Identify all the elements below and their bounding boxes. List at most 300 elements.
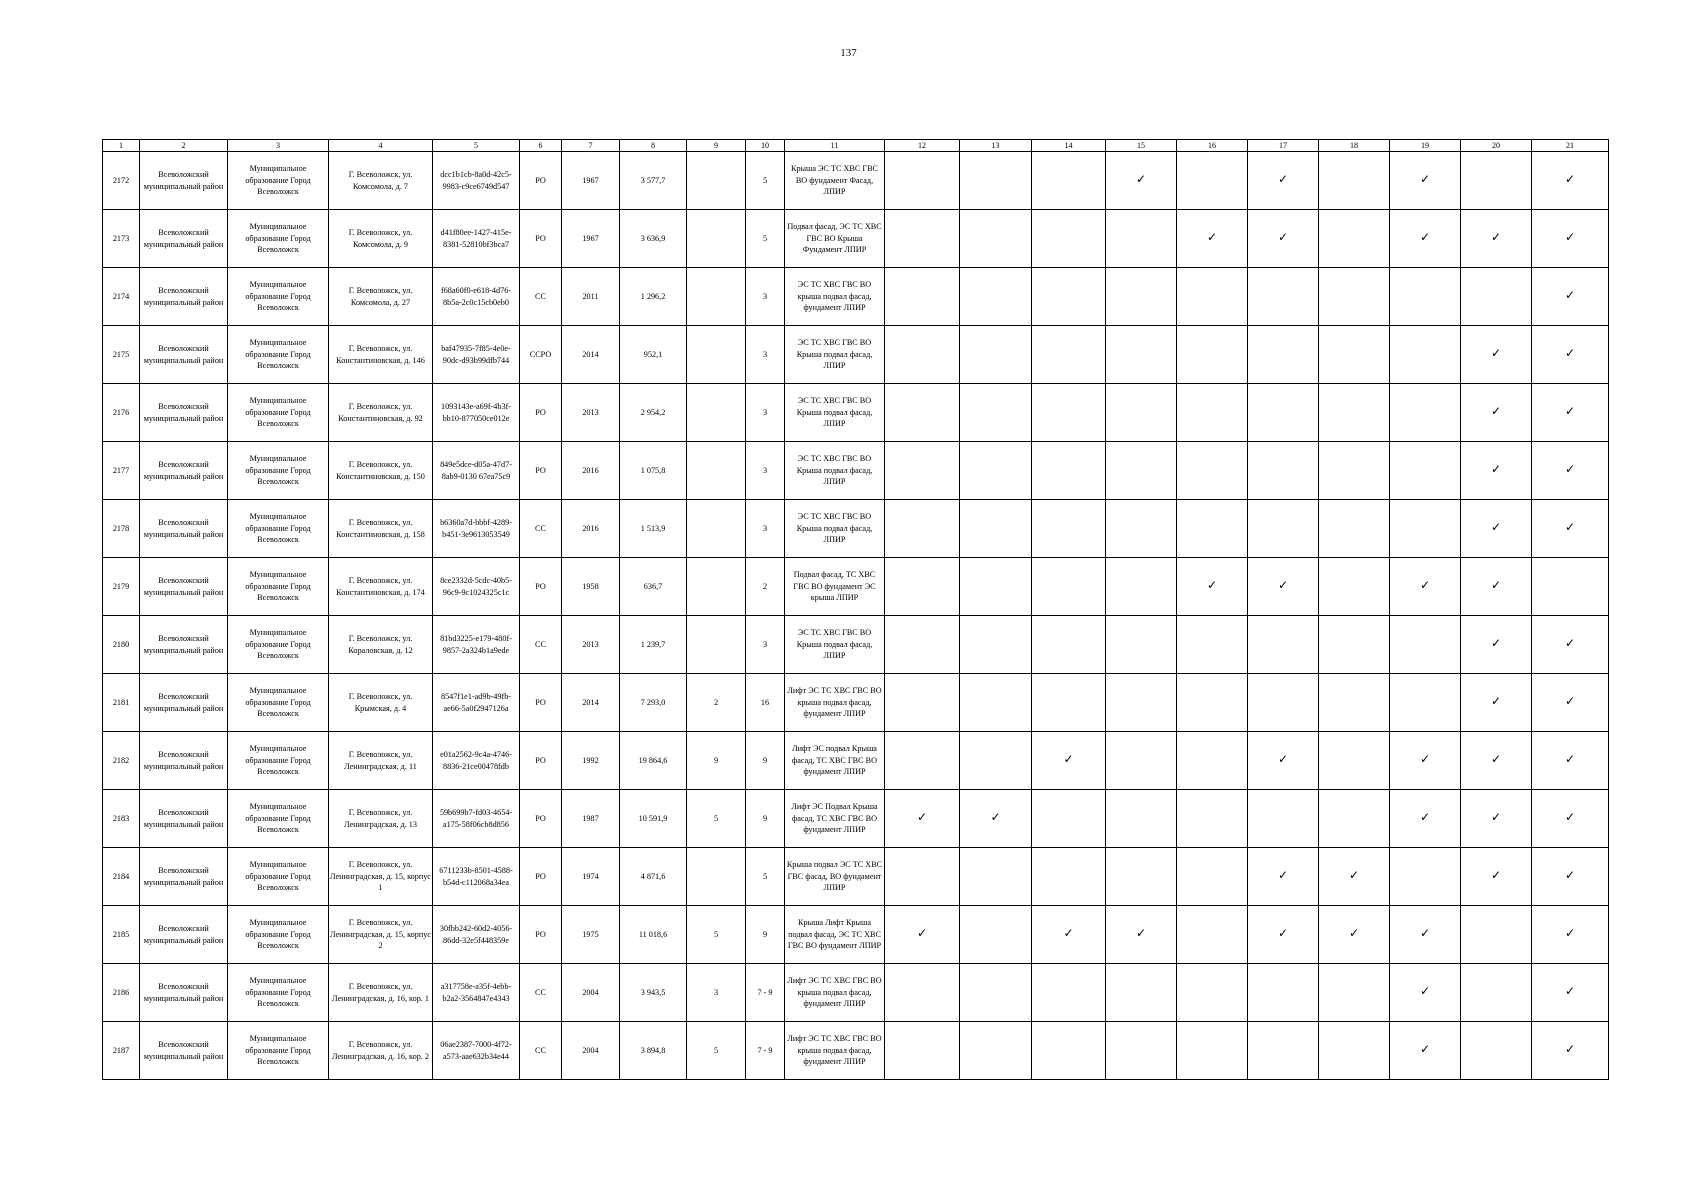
table-row xyxy=(103,268,1609,326)
municipality-cell: Муниципальное образование Город Всеволожск xyxy=(228,848,329,906)
work-column-16-cell xyxy=(1177,848,1248,906)
work-column-17-cell xyxy=(1248,674,1319,732)
floors-cell: 5 xyxy=(746,848,785,906)
work-column-18-cell xyxy=(1319,558,1390,616)
municipality-cell: Муниципальное образование Город Всеволожск xyxy=(228,268,329,326)
district-cell: Всеволожский муниципальный район xyxy=(140,848,228,906)
address-cell: Г. Всеволожск, ул. Ленинградская, д. 15, корпус 1 xyxy=(329,848,433,906)
column-number-header: 7 xyxy=(562,140,620,152)
checkmark-icon: ✓ xyxy=(1490,810,1502,825)
checkmark-icon: ✓ xyxy=(1564,868,1576,883)
row-number-cell: 2172 xyxy=(103,152,140,210)
works-list-cell: Крыша Лифт Крыша подвал фасад, ЭС ТС ХВС ГВС ВО фундамент ЛПИР xyxy=(785,906,885,964)
row-number-cell: 2181 xyxy=(103,674,140,732)
work-column-15-cell xyxy=(1106,384,1177,442)
work-column-17-cell xyxy=(1248,442,1319,500)
work-column-13-cell xyxy=(960,732,1032,790)
checkmark-icon: ✓ xyxy=(1564,636,1576,651)
address-cell: Г. Всеволожск, ул. Крымская, д. 4 xyxy=(329,674,433,732)
work-column-13-cell xyxy=(960,558,1032,616)
floors-cell: 3 xyxy=(746,326,785,384)
lift-count-cell xyxy=(687,384,746,442)
work-column-12-cell xyxy=(885,848,960,906)
checkmark-icon: ✓ xyxy=(1490,404,1502,419)
checkmark-icon: ✓ xyxy=(1419,172,1431,187)
work-column-17-cell xyxy=(1248,268,1319,326)
district-cell: Всеволожский муниципальный район xyxy=(140,790,228,848)
address-cell: Г. Всеволожск, ул. Ленинградская, д. 13 xyxy=(329,790,433,848)
municipality-cell: Муниципальное образование Город Всеволожск xyxy=(228,152,329,210)
work-column-17-cell xyxy=(1248,210,1319,268)
checkmark-icon: ✓ xyxy=(1419,752,1431,767)
table-row xyxy=(103,500,1609,558)
work-column-13-cell xyxy=(960,268,1032,326)
column-number-header: 6 xyxy=(520,140,562,152)
address-cell: Г. Всеволожск, ул. Константиновская, д. 150 xyxy=(329,442,433,500)
checkmark-icon: ✓ xyxy=(1348,868,1360,883)
checkmark-icon: ✓ xyxy=(1277,172,1289,187)
address-cell: Г. Всеволожск, ул. Константиновская, д. 92 xyxy=(329,384,433,442)
works-list-cell: Крыша подвал ЭС ТС ХВС ГВС фасад, ВО фундамент ЛПИР xyxy=(785,848,885,906)
district-cell: Всеволожский муниципальный район xyxy=(140,732,228,790)
work-column-21-cell xyxy=(1532,210,1609,268)
work-column-16-cell xyxy=(1177,790,1248,848)
work-column-16-cell xyxy=(1177,1022,1248,1080)
year-cell: 1975 xyxy=(562,906,620,964)
checkmark-icon: ✓ xyxy=(1419,926,1431,941)
work-column-15-cell xyxy=(1106,906,1177,964)
lift-count-cell xyxy=(687,616,746,674)
work-column-19-cell xyxy=(1390,384,1461,442)
checkmark-icon: ✓ xyxy=(1419,230,1431,245)
row-number-cell: 2174 xyxy=(103,268,140,326)
work-column-20-cell xyxy=(1461,442,1532,500)
work-column-13-cell xyxy=(960,326,1032,384)
year-cell: 2013 xyxy=(562,384,620,442)
address-cell: Г. Всеволожск, ул. Ленинградская, д. 15, корпус 2 xyxy=(329,906,433,964)
work-column-13-cell xyxy=(960,210,1032,268)
guid-cell: 8547f1e1-ad9b-49fb-ae66-5a0f2947126a xyxy=(433,674,520,732)
work-column-12-cell xyxy=(885,732,960,790)
work-column-12-cell xyxy=(885,268,960,326)
work-column-13-cell xyxy=(960,152,1032,210)
guid-cell: d41f80ee-1427-415e-8381-52810bf3bca7 xyxy=(433,210,520,268)
municipality-cell: Муниципальное образование Город Всеволожск xyxy=(228,384,329,442)
work-column-12-cell xyxy=(885,790,960,848)
year-cell: 2011 xyxy=(562,268,620,326)
work-column-14-cell xyxy=(1032,500,1106,558)
year-cell: 2014 xyxy=(562,326,620,384)
work-column-13-cell xyxy=(960,442,1032,500)
row-number-cell: 2182 xyxy=(103,732,140,790)
checkmark-icon: ✓ xyxy=(1490,346,1502,361)
column-number-header: 15 xyxy=(1106,140,1177,152)
work-column-21-cell xyxy=(1532,384,1609,442)
work-column-20-cell xyxy=(1461,384,1532,442)
checkmark-icon: ✓ xyxy=(1564,984,1576,999)
work-column-18-cell xyxy=(1319,442,1390,500)
work-column-17-cell xyxy=(1248,152,1319,210)
area-cell: 19 864,6 xyxy=(620,732,687,790)
year-cell: 1974 xyxy=(562,848,620,906)
work-column-14-cell xyxy=(1032,674,1106,732)
district-cell: Всеволожский муниципальный район xyxy=(140,442,228,500)
work-column-19-cell xyxy=(1390,1022,1461,1080)
guid-cell: baf47935-7f85-4e0e-90dc-d93b99dfb744 xyxy=(433,326,520,384)
municipality-cell: Муниципальное образование Город Всеволожск xyxy=(228,616,329,674)
work-column-19-cell xyxy=(1390,442,1461,500)
checkmark-icon: ✓ xyxy=(1490,752,1502,767)
work-column-15-cell xyxy=(1106,442,1177,500)
municipality-cell: Муниципальное образование Город Всеволожск xyxy=(228,558,329,616)
ownership-type-cell: СС xyxy=(520,1022,562,1080)
checkmark-icon: ✓ xyxy=(1564,346,1576,361)
checkmark-icon: ✓ xyxy=(1564,1042,1576,1057)
work-column-15-cell xyxy=(1106,848,1177,906)
address-cell: Г. Всеволожск, ул. Комсомола, д. 9 xyxy=(329,210,433,268)
year-cell: 1958 xyxy=(562,558,620,616)
lift-count-cell xyxy=(687,210,746,268)
ownership-type-cell: РО xyxy=(520,790,562,848)
table-row xyxy=(103,790,1609,848)
row-number-cell: 2179 xyxy=(103,558,140,616)
row-number-cell: 2175 xyxy=(103,326,140,384)
work-column-16-cell xyxy=(1177,674,1248,732)
work-column-21-cell xyxy=(1532,790,1609,848)
work-column-14-cell xyxy=(1032,790,1106,848)
floors-cell: 3 xyxy=(746,268,785,326)
address-cell: Г. Всеволожск, ул. Комсомола, д. 7 xyxy=(329,152,433,210)
ownership-type-cell: РО xyxy=(520,210,562,268)
year-cell: 2016 xyxy=(562,442,620,500)
checkmark-icon: ✓ xyxy=(916,810,928,825)
guid-cell: 1093143e-a69f-4b3f-bb10-877050ce012e xyxy=(433,384,520,442)
ownership-type-cell: СС xyxy=(520,500,562,558)
checkmark-icon: ✓ xyxy=(1564,462,1576,477)
table-row xyxy=(103,674,1609,732)
lift-count-cell xyxy=(687,848,746,906)
work-column-15-cell xyxy=(1106,790,1177,848)
work-column-20-cell xyxy=(1461,152,1532,210)
ownership-type-cell: РО xyxy=(520,848,562,906)
work-column-17-cell xyxy=(1248,964,1319,1022)
column-number-header: 13 xyxy=(960,140,1032,152)
work-column-17-cell xyxy=(1248,616,1319,674)
checkmark-icon: ✓ xyxy=(1277,230,1289,245)
column-number-header: 21 xyxy=(1532,140,1609,152)
work-column-20-cell xyxy=(1461,616,1532,674)
work-column-15-cell xyxy=(1106,558,1177,616)
works-list-cell: Подвал фасад, ЭС ТС ХВС ГВС ВО Крыша Фундамент ЛПИР xyxy=(785,210,885,268)
work-column-12-cell xyxy=(885,326,960,384)
work-column-18-cell xyxy=(1319,268,1390,326)
work-column-12-cell xyxy=(885,616,960,674)
table-row xyxy=(103,964,1609,1022)
work-column-15-cell xyxy=(1106,964,1177,1022)
checkmark-icon: ✓ xyxy=(1419,984,1431,999)
table-row xyxy=(103,152,1609,210)
column-number-header: 17 xyxy=(1248,140,1319,152)
floors-cell: 3 xyxy=(746,500,785,558)
column-number-header: 14 xyxy=(1032,140,1106,152)
works-list-cell: Лифт ЭС подвал Крыша фасад, ТС ХВС ГВС ВО фундамент ЛПИР xyxy=(785,732,885,790)
year-cell: 1992 xyxy=(562,732,620,790)
works-list-cell: ЭС ТС ХВС ГВС ВО Крыша подвал фасад, ЛПИР xyxy=(785,616,885,674)
checkmark-icon: ✓ xyxy=(1419,578,1431,593)
district-cell: Всеволожский муниципальный район xyxy=(140,674,228,732)
work-column-12-cell xyxy=(885,906,960,964)
floors-cell: 5 xyxy=(746,152,785,210)
column-number-header: 1 xyxy=(103,140,140,152)
lift-count-cell xyxy=(687,152,746,210)
area-cell: 636,7 xyxy=(620,558,687,616)
checkmark-icon: ✓ xyxy=(1564,926,1576,941)
column-number-header: 8 xyxy=(620,140,687,152)
area-cell: 3 577,7 xyxy=(620,152,687,210)
area-cell: 952,1 xyxy=(620,326,687,384)
ownership-type-cell: СС xyxy=(520,616,562,674)
guid-cell: e01a2562-9c4a-4746-8836-21ce00478fdb xyxy=(433,732,520,790)
column-number-header: 16 xyxy=(1177,140,1248,152)
work-column-19-cell xyxy=(1390,558,1461,616)
works-list-cell: Лифт ЭС Подвал Крыша фасад, ТС ХВС ГВС ВО фундамент ЛПИР xyxy=(785,790,885,848)
guid-cell: 06ae2387-7000-4f72-a573-aae632b34e44 xyxy=(433,1022,520,1080)
works-list-cell: ЭС ТС ХВС ГВС ВО Крыша подвал фасад, ЛПИР xyxy=(785,384,885,442)
work-column-16-cell xyxy=(1177,152,1248,210)
work-column-17-cell xyxy=(1248,1022,1319,1080)
work-column-14-cell xyxy=(1032,384,1106,442)
checkmark-icon: ✓ xyxy=(1348,926,1360,941)
ownership-type-cell: ССРО xyxy=(520,326,562,384)
area-cell: 1 513,9 xyxy=(620,500,687,558)
municipality-cell: Муниципальное образование Город Всеволожск xyxy=(228,674,329,732)
lift-count-cell: 2 xyxy=(687,674,746,732)
work-column-15-cell xyxy=(1106,732,1177,790)
municipality-cell: Муниципальное образование Город Всеволожск xyxy=(228,790,329,848)
checkmark-icon: ✓ xyxy=(1564,694,1576,709)
lift-count-cell xyxy=(687,442,746,500)
floors-cell: 16 xyxy=(746,674,785,732)
work-column-15-cell xyxy=(1106,1022,1177,1080)
area-cell: 3 943,5 xyxy=(620,964,687,1022)
address-cell: Г. Всеволожск, ул. Константиновская, д. 146 xyxy=(329,326,433,384)
work-column-16-cell xyxy=(1177,442,1248,500)
area-cell: 11 018,6 xyxy=(620,906,687,964)
district-cell: Всеволожский муниципальный район xyxy=(140,964,228,1022)
work-column-12-cell xyxy=(885,1022,960,1080)
work-column-13-cell xyxy=(960,674,1032,732)
checkmark-icon: ✓ xyxy=(1564,404,1576,419)
checkmark-icon: ✓ xyxy=(1063,926,1074,941)
work-column-21-cell xyxy=(1532,616,1609,674)
work-column-16-cell xyxy=(1177,732,1248,790)
work-column-21-cell xyxy=(1532,848,1609,906)
work-column-21-cell xyxy=(1532,442,1609,500)
work-column-21-cell xyxy=(1532,268,1609,326)
work-column-19-cell xyxy=(1390,268,1461,326)
work-column-16-cell xyxy=(1177,210,1248,268)
district-cell: Всеволожский муниципальный район xyxy=(140,616,228,674)
work-column-20-cell xyxy=(1461,326,1532,384)
year-cell: 2013 xyxy=(562,616,620,674)
works-list-cell: ЭС ТС ХВС ГВС ВО Крыша подвал фасад, ЛПИР xyxy=(785,500,885,558)
work-column-13-cell xyxy=(960,848,1032,906)
checkmark-icon: ✓ xyxy=(1564,230,1576,245)
floors-cell: 2 xyxy=(746,558,785,616)
work-column-19-cell xyxy=(1390,848,1461,906)
address-cell: Г. Всеволожск, ул. Константиновская, д. 158 xyxy=(329,500,433,558)
capital-repair-table xyxy=(102,139,1609,1080)
work-column-13-cell xyxy=(960,964,1032,1022)
checkmark-icon: ✓ xyxy=(1490,462,1502,477)
ownership-type-cell: РО xyxy=(520,558,562,616)
guid-cell: f68a60f0-e618-4d76-8b5a-2c0c15cb0eb0 xyxy=(433,268,520,326)
guid-cell: b6360a7d-bbbf-4289-b451-3e9613053549 xyxy=(433,500,520,558)
work-column-12-cell xyxy=(885,384,960,442)
address-cell: Г. Всеволожск, ул. Константиновская, д. 174 xyxy=(329,558,433,616)
area-cell: 4 871,6 xyxy=(620,848,687,906)
works-list-cell: Лифт ЭС ТС ХВС ГВС ВО крыша подвал фасад, фундамент ЛПИР xyxy=(785,1022,885,1080)
work-column-20-cell xyxy=(1461,964,1532,1022)
ownership-type-cell: РО xyxy=(520,732,562,790)
work-column-20-cell xyxy=(1461,848,1532,906)
municipality-cell: Муниципальное образование Город Всеволожск xyxy=(228,1022,329,1080)
table-row xyxy=(103,558,1609,616)
district-cell: Всеволожский муниципальный район xyxy=(140,384,228,442)
work-column-20-cell xyxy=(1461,1022,1532,1080)
row-number-cell: 2173 xyxy=(103,210,140,268)
checkmark-icon: ✓ xyxy=(1564,172,1576,187)
municipality-cell: Муниципальное образование Город Всеволожск xyxy=(228,964,329,1022)
checkmark-icon: ✓ xyxy=(1206,578,1218,593)
work-column-19-cell xyxy=(1390,732,1461,790)
year-cell: 1987 xyxy=(562,790,620,848)
works-list-cell: Лифт ЭС ТС ХВС ГВС ВО крыша подвал фасад, фундамент ЛПИР xyxy=(785,964,885,1022)
column-number-header: 2 xyxy=(140,140,228,152)
floors-cell: 9 xyxy=(746,732,785,790)
work-column-18-cell xyxy=(1319,384,1390,442)
work-column-18-cell xyxy=(1319,1022,1390,1080)
work-column-19-cell xyxy=(1390,906,1461,964)
column-number-header: 18 xyxy=(1319,140,1390,152)
work-column-17-cell xyxy=(1248,558,1319,616)
checkmark-icon: ✓ xyxy=(1564,810,1576,825)
ownership-type-cell: РО xyxy=(520,442,562,500)
ownership-type-cell: РО xyxy=(520,906,562,964)
table-row xyxy=(103,384,1609,442)
work-column-13-cell xyxy=(960,384,1032,442)
district-cell: Всеволожский муниципальный район xyxy=(140,906,228,964)
area-cell: 3 894,8 xyxy=(620,1022,687,1080)
works-list-cell: Крыша ЭС ТС ХВС ГВС ВО фундамент Фасад, ЛПИР xyxy=(785,152,885,210)
work-column-12-cell xyxy=(885,210,960,268)
table-row xyxy=(103,210,1609,268)
checkmark-icon: ✓ xyxy=(1564,752,1576,767)
year-cell: 2014 xyxy=(562,674,620,732)
guid-cell: 849e5dce-d05a-47d7-8ab9-0130 67ea75c9 xyxy=(433,442,520,500)
address-cell: Г. Всеволожск, ул. Комсомола, д. 27 xyxy=(329,268,433,326)
checkmark-icon: ✓ xyxy=(1564,288,1576,303)
work-column-17-cell xyxy=(1248,790,1319,848)
work-column-16-cell xyxy=(1177,906,1248,964)
work-column-13-cell xyxy=(960,906,1032,964)
work-column-18-cell xyxy=(1319,674,1390,732)
area-cell: 10 591,9 xyxy=(620,790,687,848)
work-column-14-cell xyxy=(1032,616,1106,674)
column-number-header: 9 xyxy=(687,140,746,152)
guid-cell: 6711233b-8501-4588-b54d-c112068a34ea xyxy=(433,848,520,906)
checkmark-icon: ✓ xyxy=(1564,520,1576,535)
area-cell: 3 636,9 xyxy=(620,210,687,268)
row-number-cell: 2178 xyxy=(103,500,140,558)
row-number-cell: 2185 xyxy=(103,906,140,964)
work-column-19-cell xyxy=(1390,152,1461,210)
work-column-15-cell xyxy=(1106,616,1177,674)
floors-cell: 3 xyxy=(746,384,785,442)
checkmark-icon: ✓ xyxy=(1490,578,1502,593)
work-column-19-cell xyxy=(1390,616,1461,674)
lift-count-cell: 5 xyxy=(687,1022,746,1080)
lift-count-cell xyxy=(687,268,746,326)
work-column-14-cell xyxy=(1032,210,1106,268)
work-column-15-cell xyxy=(1106,152,1177,210)
floors-cell: 7 - 9 xyxy=(746,1022,785,1080)
guid-cell: dcc1b1cb-8a0d-42c5-9983-c9ce6749d547 xyxy=(433,152,520,210)
work-column-14-cell xyxy=(1032,906,1106,964)
work-column-21-cell xyxy=(1532,964,1609,1022)
work-column-18-cell xyxy=(1319,848,1390,906)
work-column-12-cell xyxy=(885,442,960,500)
ownership-type-cell: РО xyxy=(520,152,562,210)
column-number-header: 20 xyxy=(1461,140,1532,152)
row-number-cell: 2180 xyxy=(103,616,140,674)
work-column-20-cell xyxy=(1461,732,1532,790)
work-column-17-cell xyxy=(1248,384,1319,442)
work-column-15-cell xyxy=(1106,268,1177,326)
work-column-13-cell xyxy=(960,790,1032,848)
guid-cell: 8ce2332d-5cdc-40b5-96c9-9c1024325c1c xyxy=(433,558,520,616)
lift-count-cell xyxy=(687,326,746,384)
work-column-18-cell xyxy=(1319,616,1390,674)
work-column-17-cell xyxy=(1248,906,1319,964)
lift-count-cell xyxy=(687,500,746,558)
work-column-17-cell xyxy=(1248,848,1319,906)
row-number-cell: 2183 xyxy=(103,790,140,848)
table-row xyxy=(103,616,1609,674)
work-column-18-cell xyxy=(1319,732,1390,790)
work-column-12-cell xyxy=(885,674,960,732)
work-column-13-cell xyxy=(960,1022,1032,1080)
floors-cell: 3 xyxy=(746,616,785,674)
work-column-20-cell xyxy=(1461,558,1532,616)
work-column-16-cell xyxy=(1177,384,1248,442)
lift-count-cell xyxy=(687,558,746,616)
district-cell: Всеволожский муниципальный район xyxy=(140,210,228,268)
checkmark-icon: ✓ xyxy=(1277,868,1289,883)
year-cell: 2004 xyxy=(562,964,620,1022)
work-column-13-cell xyxy=(960,616,1032,674)
ownership-type-cell: СС xyxy=(520,964,562,1022)
municipality-cell: Муниципальное образование Город Всеволожск xyxy=(228,210,329,268)
work-column-14-cell xyxy=(1032,442,1106,500)
works-list-cell: Лифт ЭС ТС ХВС ГВС ВО крыша подвал фасад, фундамент ЛПИР xyxy=(785,674,885,732)
work-column-14-cell xyxy=(1032,152,1106,210)
work-column-13-cell xyxy=(960,500,1032,558)
guid-cell: 59b699b7-fd03-4654-a175-58f06cb8d856 xyxy=(433,790,520,848)
checkmark-icon: ✓ xyxy=(1490,230,1502,245)
work-column-15-cell xyxy=(1106,674,1177,732)
checkmark-icon: ✓ xyxy=(1490,520,1502,535)
